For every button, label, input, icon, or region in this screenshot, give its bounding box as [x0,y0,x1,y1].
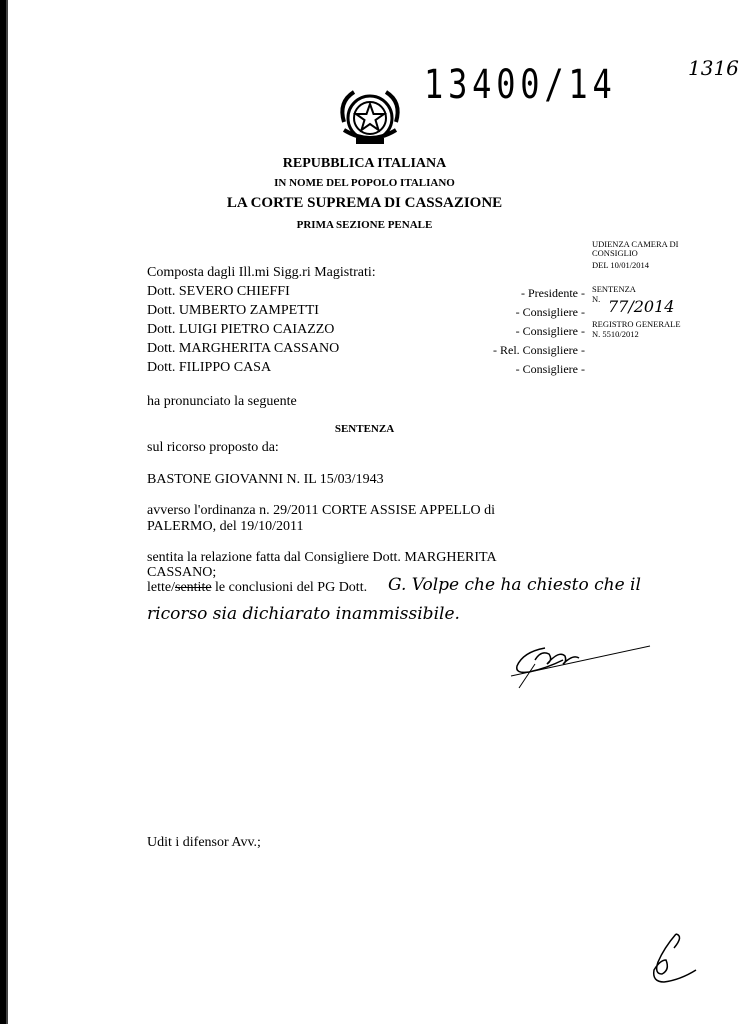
judge-name: Dott. UMBERTO ZAMPETTI [147,303,319,318]
judge-role: - Consigliere - [515,305,585,319]
sentenza-heading: SENTENZA [334,423,395,435]
hearing-date: DEL 10/01/2014 [592,260,650,270]
sentence-n-prefix: N. [592,294,601,304]
corner-handwritten-note: 1316 [688,56,739,80]
judge-role: - Consigliere - [515,324,585,338]
appeal-intro: sul ricorso proposto da: [147,440,279,455]
read-prefix: lette/ [147,580,175,595]
report-line-1: sentita la relazione fatta dal Consigliere Dott. MARGHERITA [147,550,497,565]
sentence-label: SENTENZA [592,284,636,294]
register-number: N. 5510/2012 [592,329,639,339]
pronounced-text: ha pronunciato la seguente [147,394,297,409]
scan-border-shadow [6,0,8,1024]
pg-handwritten-2: ricorso sia dichiarato inammissibile. [147,604,460,624]
signature-icon [505,630,655,692]
hearing-label: UDIENZA CAMERA DI CONSIGLIO [592,239,679,258]
read-struck: sentite [175,580,212,595]
against-line-1: avverso l'ordinanza n. 29/2011 CORTE ASSISE APPELLO di [147,503,496,518]
sentence-number-handwritten: 77/2014 [608,297,675,316]
judge-role: - Consigliere - [515,362,585,376]
judge-name: Dott. FILIPPO CASA [147,360,272,375]
read-suffix: le conclusioni del PG Dott. [211,580,368,595]
judge-role: - Rel. Consigliere - [493,343,585,357]
judge-role: - Presidente - [521,286,585,300]
conclusions-line [147,580,367,596]
judge-name: Dott. MARGHERITA CASSANO [147,341,340,356]
defense-line: Udit i difensor Avv.; [147,835,261,850]
register-label: REGISTRO GENERALE [592,319,681,329]
court-heading: LA CORTE SUPREMA DI CASSAZIONE [226,195,503,211]
pg-handwritten-1: G. Volpe che ha chiesto che il [388,575,641,595]
appellant: BASTONE GIOVANNI N. IL 15/03/1943 [147,472,384,487]
composition-intro: Composta dagli Ill.mi Sigg.ri Magistrati: [147,265,376,280]
against-line-2: PALERMO, del 19/10/2011 [147,519,304,534]
judge-name: Dott. SEVERO CHIEFFI [147,284,290,299]
republic-heading: REPUBBLICA ITALIANA [282,156,447,171]
report-line-2: CASSANO; [147,565,217,580]
judge-name: Dott. LUIGI PIETRO CAIAZZO [147,322,335,337]
section-heading: PRIMA SEZIONE PENALE [296,219,433,231]
initials-icon [644,930,704,990]
people-heading: IN NOME DEL POPOLO ITALIANO [274,177,455,189]
stamp-number: 13400/14 [424,62,617,108]
republic-emblem-icon [330,80,410,160]
